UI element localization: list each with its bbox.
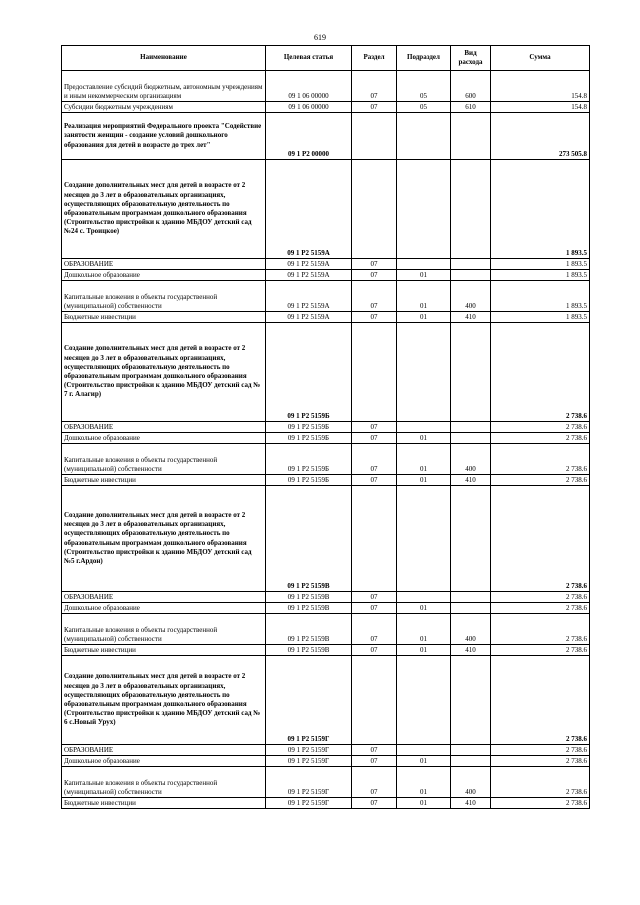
- cell-name: ОБРАЗОВАНИЕ: [62, 745, 266, 756]
- cell-amount: 2 738.6: [491, 614, 590, 645]
- cell-section: 07: [352, 745, 397, 756]
- table-row: [62, 592, 590, 603]
- cell-section: 07: [352, 433, 397, 444]
- cell-subsection: [397, 323, 451, 422]
- cell-subsection: [397, 656, 451, 745]
- table-row: [62, 71, 590, 102]
- table-row: [62, 756, 590, 767]
- table-row: [62, 433, 590, 444]
- cell-target-code: 09 1 P2 5159Б: [266, 422, 352, 433]
- cell-amount: 1 893.5: [491, 259, 590, 270]
- cell-target-code: 09 1 06 00000: [266, 71, 352, 102]
- cell-section: 07: [352, 71, 397, 102]
- cell-amount: 1 893.5: [491, 281, 590, 312]
- column-header-code: Целевая статья: [266, 46, 352, 71]
- table-row: [62, 745, 590, 756]
- cell-amount: 2 738.6: [491, 433, 590, 444]
- cell-expense-type: 610: [451, 102, 491, 113]
- cell-name: Капитальные вложения в объекты государственной (муниципальной) собственности: [62, 444, 266, 475]
- cell-target-code: 09 1 P2 5159А: [266, 270, 352, 281]
- cell-expense-type: 400: [451, 444, 491, 475]
- table-row: [62, 323, 590, 422]
- cell-section: 07: [352, 312, 397, 323]
- cell-subsection: 05: [397, 102, 451, 113]
- column-header-expense-type: Вид расхода: [451, 46, 491, 71]
- cell-subsection: 01: [397, 798, 451, 809]
- cell-amount: 2 738.6: [491, 486, 590, 592]
- cell-name: Бюджетные инвестиции: [62, 645, 266, 656]
- cell-target-code: 09 1 P2 5159В: [266, 603, 352, 614]
- cell-section: 07: [352, 259, 397, 270]
- cell-section: 07: [352, 603, 397, 614]
- cell-amount: 2 738.6: [491, 756, 590, 767]
- cell-amount: 1 893.5: [491, 160, 590, 259]
- cell-expense-type: [451, 433, 491, 444]
- cell-name: Бюджетные инвестиции: [62, 475, 266, 486]
- column-header-subsection: Подраздел: [397, 46, 451, 71]
- cell-expense-type: [451, 745, 491, 756]
- cell-section: [352, 323, 397, 422]
- table-row: [62, 113, 590, 160]
- cell-target-code: 09 1 P2 5159А: [266, 312, 352, 323]
- cell-section: 07: [352, 475, 397, 486]
- cell-name: Создание дополнительных мест для детей в возрасте от 2 месяцев до 3 лет в образовательных организациях, осуществляющих образовательную деятельность по образовательным программам дошкольного образования (Строительство пристройки к зданию МБДОУ детский сад № 6 с.Новый Урух): [62, 656, 266, 745]
- cell-subsection: 01: [397, 756, 451, 767]
- cell-target-code: 09 1 P2 5159В: [266, 645, 352, 656]
- cell-expense-type: 410: [451, 798, 491, 809]
- cell-subsection: 01: [397, 270, 451, 281]
- cell-name: ОБРАЗОВАНИЕ: [62, 422, 266, 433]
- table-row: [62, 281, 590, 312]
- cell-subsection: 01: [397, 444, 451, 475]
- cell-name: Бюджетные инвестиции: [62, 798, 266, 809]
- cell-expense-type: 400: [451, 281, 491, 312]
- table-row: [62, 312, 590, 323]
- cell-expense-type: 410: [451, 645, 491, 656]
- cell-target-code: 09 1 P2 5159А: [266, 259, 352, 270]
- cell-subsection: [397, 486, 451, 592]
- table-row: [62, 486, 590, 592]
- table-row: [62, 160, 590, 259]
- cell-expense-type: [451, 323, 491, 422]
- page-number: 619: [314, 33, 326, 42]
- cell-section: [352, 113, 397, 160]
- cell-section: 07: [352, 422, 397, 433]
- cell-name: ОБРАЗОВАНИЕ: [62, 592, 266, 603]
- cell-subsection: 01: [397, 603, 451, 614]
- cell-target-code: 09 1 P2 00000: [266, 113, 352, 160]
- cell-subsection: [397, 592, 451, 603]
- cell-target-code: 09 1 P2 5159Г: [266, 756, 352, 767]
- cell-expense-type: [451, 756, 491, 767]
- cell-expense-type: 410: [451, 475, 491, 486]
- cell-expense-type: 400: [451, 614, 491, 645]
- table-row: [62, 444, 590, 475]
- cell-expense-type: 410: [451, 312, 491, 323]
- cell-target-code: 09 1 P2 5159Б: [266, 323, 352, 422]
- cell-name: Капитальные вложения в объекты государственной (муниципальной) собственности: [62, 281, 266, 312]
- cell-expense-type: 400: [451, 767, 491, 798]
- cell-expense-type: [451, 113, 491, 160]
- cell-subsection: 01: [397, 433, 451, 444]
- table-row: [62, 475, 590, 486]
- cell-target-code: 09 1 P2 5159Б: [266, 433, 352, 444]
- cell-section: [352, 486, 397, 592]
- cell-amount: 2 738.6: [491, 603, 590, 614]
- cell-name: Предоставление субсидий бюджетным, автономным учреждениям и иным некоммерческим организациям: [62, 71, 266, 102]
- cell-section: 07: [352, 756, 397, 767]
- cell-section: 07: [352, 281, 397, 312]
- cell-section: 07: [352, 444, 397, 475]
- table-row: [62, 614, 590, 645]
- table-row: [62, 259, 590, 270]
- cell-expense-type: [451, 259, 491, 270]
- cell-amount: 2 738.6: [491, 444, 590, 475]
- table-header-row: [62, 46, 590, 71]
- cell-name: Дошкольное образование: [62, 270, 266, 281]
- cell-amount: 2 738.6: [491, 767, 590, 798]
- cell-subsection: 01: [397, 281, 451, 312]
- cell-section: 07: [352, 592, 397, 603]
- cell-target-code: 09 1 P2 5159А: [266, 281, 352, 312]
- cell-subsection: 01: [397, 312, 451, 323]
- cell-name: Дошкольное образование: [62, 433, 266, 444]
- cell-section: 07: [352, 270, 397, 281]
- cell-subsection: 01: [397, 645, 451, 656]
- cell-name: Создание дополнительных мест для детей в возрасте от 2 месяцев до 3 лет в образовательных организациях, осуществляющих образовательную деятельность по образовательным программам дошкольного образования (Строительство пристройки к зданию МБДОУ детский сад №24 с. Троицкое): [62, 160, 266, 259]
- cell-expense-type: 600: [451, 71, 491, 102]
- cell-amount: 2 738.6: [491, 592, 590, 603]
- cell-amount: 273 505.8: [491, 113, 590, 160]
- cell-subsection: 01: [397, 767, 451, 798]
- cell-name: ОБРАЗОВАНИЕ: [62, 259, 266, 270]
- table-row: [62, 645, 590, 656]
- cell-amount: 2 738.6: [491, 422, 590, 433]
- cell-amount: 2 738.6: [491, 323, 590, 422]
- cell-target-code: 09 1 P2 5159Б: [266, 475, 352, 486]
- table-row: [62, 270, 590, 281]
- cell-name: Создание дополнительных мест для детей в возрасте от 2 месяцев до 3 лет в образовательных организациях, осуществляющих образовательную деятельность по образовательным программам дошкольного образования (Строительство пристройки к зданию МБДОУ детский сад №5 г.Ардон): [62, 486, 266, 592]
- cell-subsection: [397, 160, 451, 259]
- cell-target-code: 09 1 P2 5159Г: [266, 798, 352, 809]
- cell-subsection: 01: [397, 614, 451, 645]
- cell-name: Реализация мероприятий Федерального проекта "Содействие занятости женщин - создание условий дошкольного образования для детей в возрасте до трех лет": [62, 113, 266, 160]
- cell-amount: 2 738.6: [491, 645, 590, 656]
- cell-name: Капитальные вложения в объекты государственной (муниципальной) собственности: [62, 767, 266, 798]
- table-row: [62, 767, 590, 798]
- cell-section: 07: [352, 102, 397, 113]
- cell-target-code: 09 1 P2 5159Б: [266, 444, 352, 475]
- cell-subsection: 01: [397, 475, 451, 486]
- column-header-section: Раздел: [352, 46, 397, 71]
- cell-amount: 1 893.5: [491, 270, 590, 281]
- cell-subsection: [397, 113, 451, 160]
- cell-name: Субсидии бюджетным учреждениям: [62, 102, 266, 113]
- cell-target-code: 09 1 P2 5159Г: [266, 767, 352, 798]
- table-row: [62, 798, 590, 809]
- cell-name: Создание дополнительных мест для детей в возрасте от 2 месяцев до 3 лет в образовательных организациях, осуществляющих образовательную деятельность по образовательным программам дошкольного образования (Строительство пристройки к зданию МБДОУ детский сад № 7 г. Алагир): [62, 323, 266, 422]
- cell-amount: 154.8: [491, 102, 590, 113]
- cell-name: Бюджетные инвестиции: [62, 312, 266, 323]
- cell-section: 07: [352, 614, 397, 645]
- cell-target-code: 09 1 P2 5159А: [266, 160, 352, 259]
- cell-amount: 2 738.6: [491, 745, 590, 756]
- cell-expense-type: [451, 160, 491, 259]
- cell-expense-type: [451, 656, 491, 745]
- cell-amount: 2 738.6: [491, 798, 590, 809]
- cell-subsection: [397, 422, 451, 433]
- cell-section: [352, 656, 397, 745]
- table-row: [62, 102, 590, 113]
- cell-subsection: [397, 259, 451, 270]
- cell-amount: 1 893.5: [491, 312, 590, 323]
- table-row: [62, 656, 590, 745]
- cell-target-code: 09 1 P2 5159Г: [266, 656, 352, 745]
- table-row: [62, 422, 590, 433]
- cell-expense-type: [451, 592, 491, 603]
- cell-section: 07: [352, 645, 397, 656]
- cell-expense-type: [451, 603, 491, 614]
- cell-name: Дошкольное образование: [62, 603, 266, 614]
- cell-subsection: [397, 745, 451, 756]
- cell-target-code: 09 1 P2 5159В: [266, 614, 352, 645]
- cell-target-code: 09 1 P2 5159В: [266, 592, 352, 603]
- cell-section: [352, 160, 397, 259]
- cell-expense-type: [451, 422, 491, 433]
- cell-name: Капитальные вложения в объекты государственной (муниципальной) собственности: [62, 614, 266, 645]
- cell-subsection: 05: [397, 71, 451, 102]
- cell-section: 07: [352, 767, 397, 798]
- cell-expense-type: [451, 486, 491, 592]
- cell-target-code: 09 1 P2 5159В: [266, 486, 352, 592]
- cell-target-code: 09 1 06 00000: [266, 102, 352, 113]
- cell-amount: 154.8: [491, 71, 590, 102]
- cell-target-code: 09 1 P2 5159Г: [266, 745, 352, 756]
- cell-section: 07: [352, 798, 397, 809]
- cell-amount: 2 738.6: [491, 656, 590, 745]
- budget-table: [61, 45, 590, 809]
- column-header-amount: Сумма: [491, 46, 590, 71]
- cell-expense-type: [451, 270, 491, 281]
- cell-amount: 2 738.6: [491, 475, 590, 486]
- table-row: [62, 603, 590, 614]
- column-header-name: Наименование: [62, 46, 266, 71]
- cell-name: Дошкольное образование: [62, 756, 266, 767]
